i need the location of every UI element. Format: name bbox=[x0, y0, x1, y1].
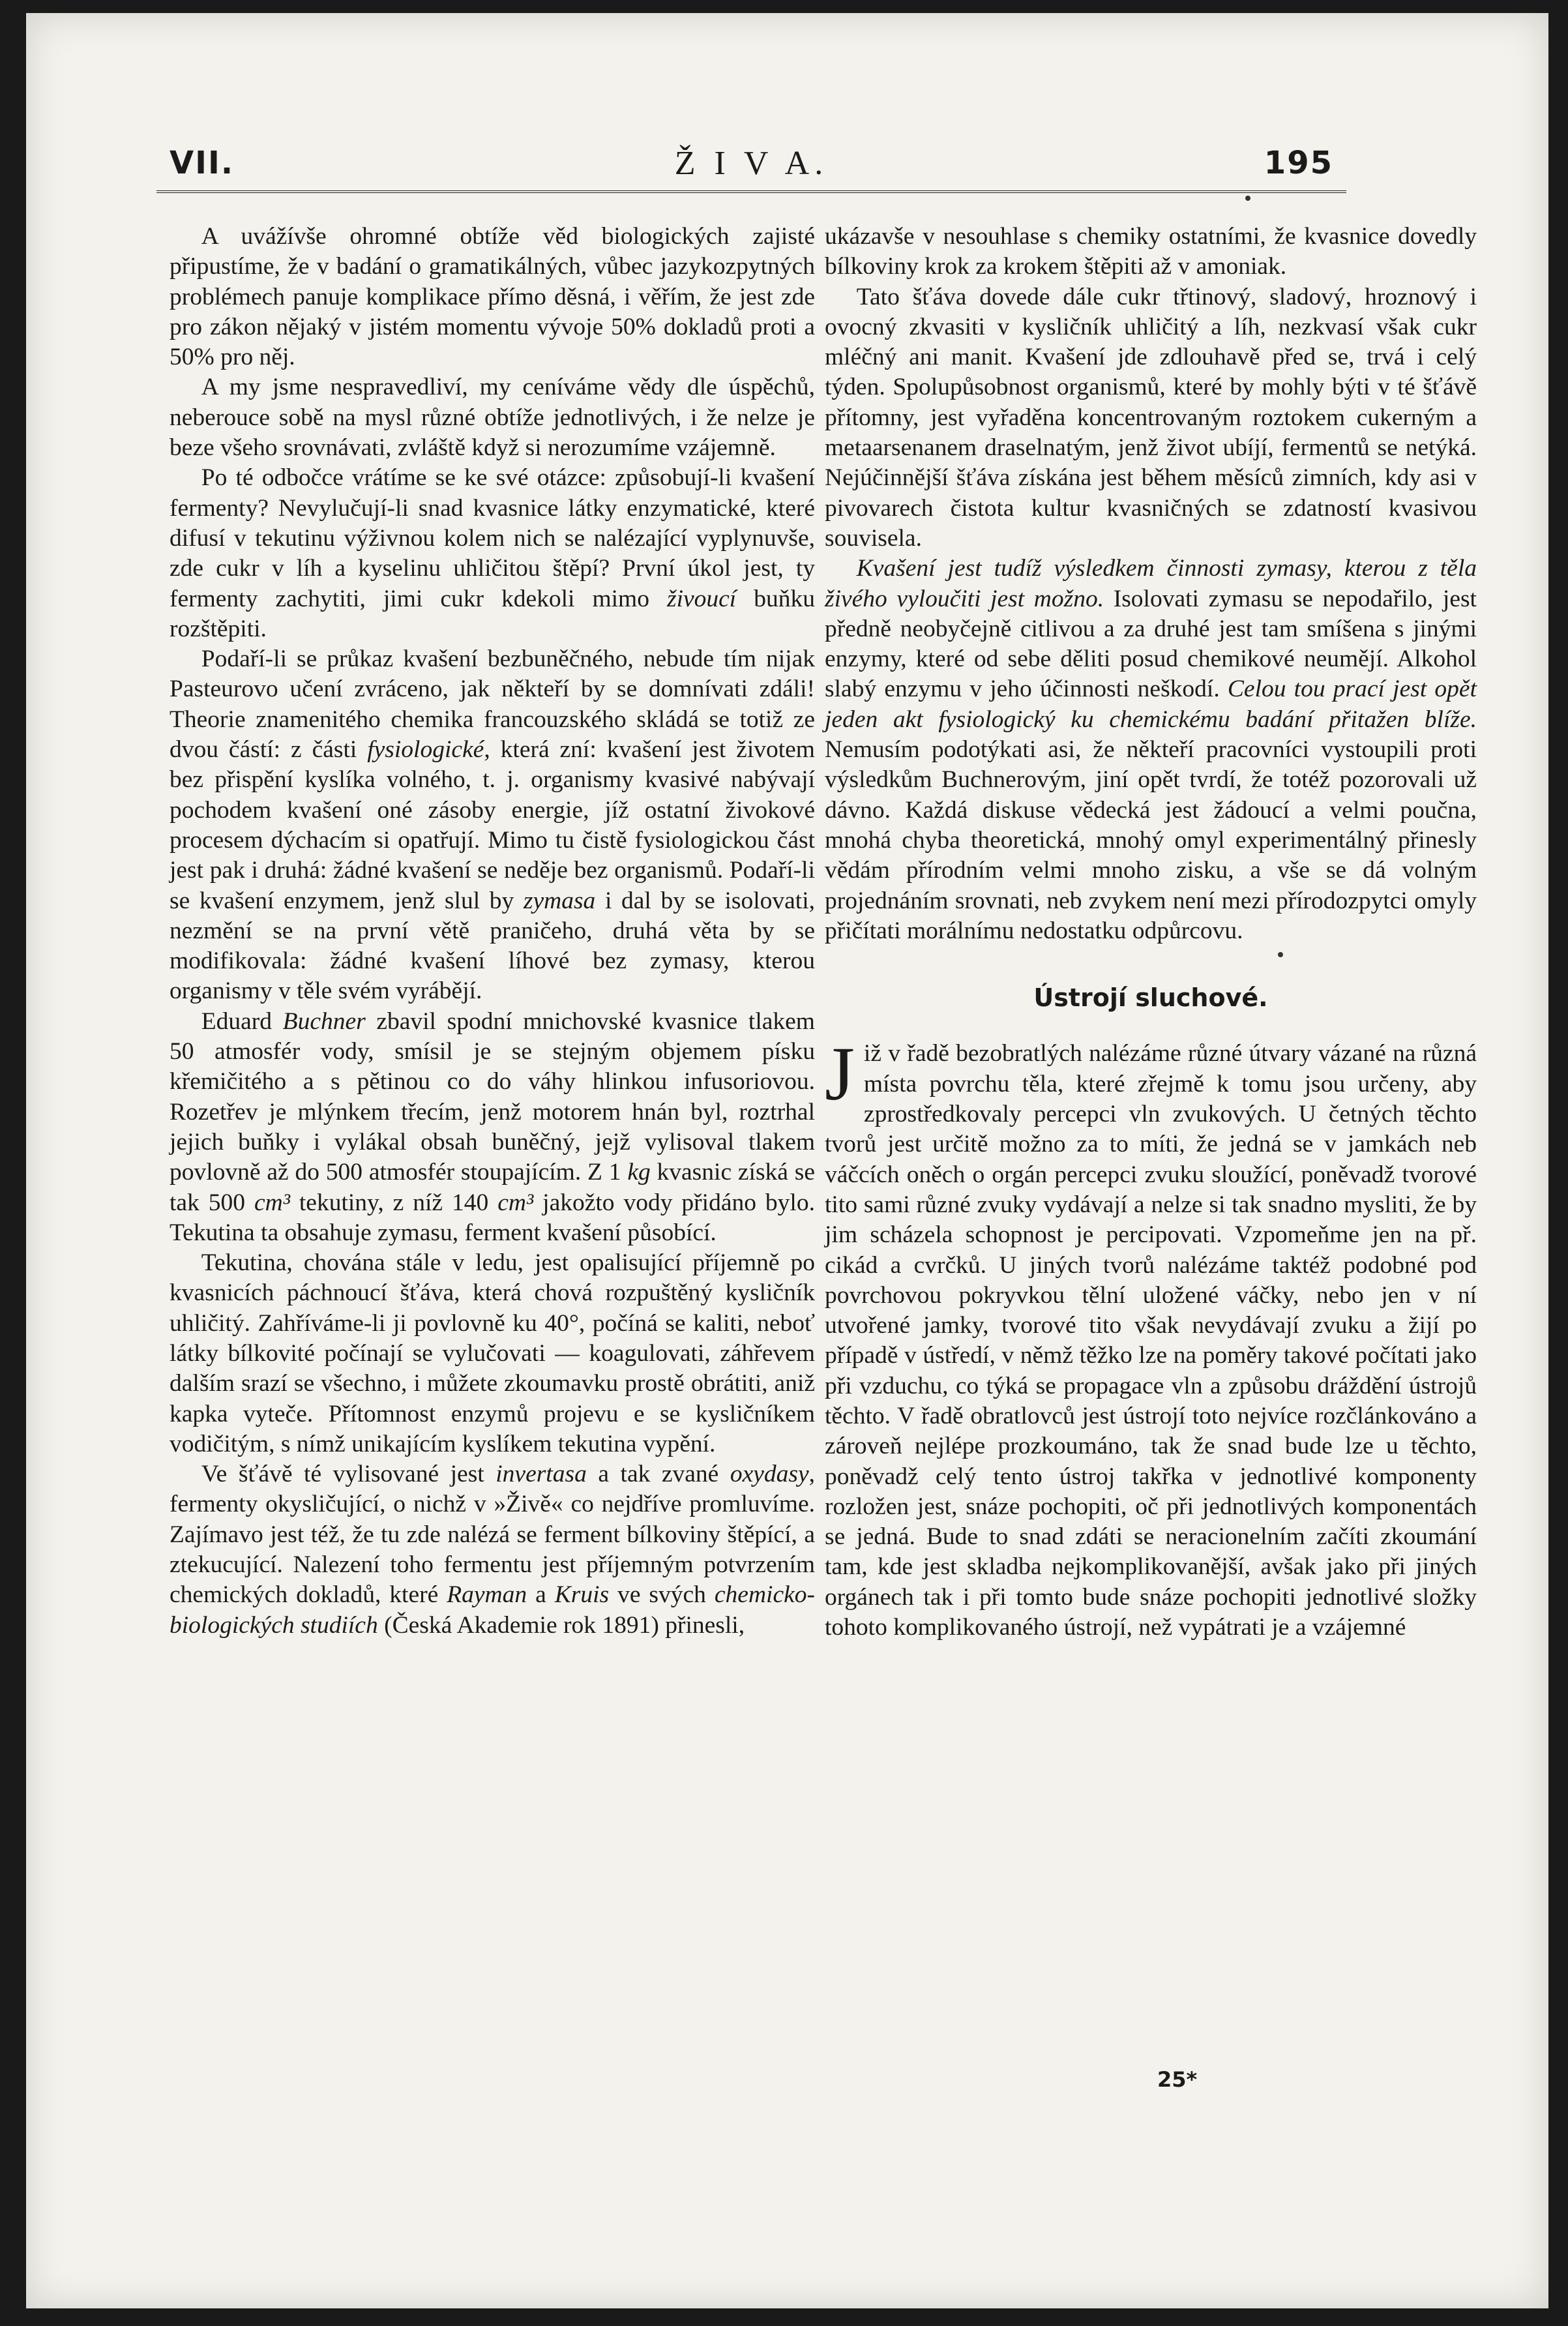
signature-mark: 25* bbox=[1157, 2067, 1198, 2092]
paragraph: ukázavše v nesouhlase s chemiky ostatními, že kvasnice dovedly bílkoviny krok za krokem štěpiti až v amoniak. bbox=[825, 223, 1477, 280]
emphasis: živoucí bbox=[667, 585, 737, 612]
paragraph: Po té odbočce vrátíme se ke své otázce: způsobují-li kvašení fermenty? Nevylučují-li snad kvasnice látky enzymatické, které difusí v tekutinu výživnou kolem nich se nalézající vyplynuvše, zde cukr v líh a kyselinu uhličitou štěpí? První úkol jest, ty fermenty zachytiti, jimi cukr kdekoli mimo živoucí buňku rozštěpiti. bbox=[170, 464, 816, 642]
emphasis: Buchner bbox=[282, 1007, 366, 1035]
emphasis: Kruis bbox=[554, 1581, 610, 1609]
emphasis: Kvašení jest tudíž výsledkem činnosti zymasy, kterou z těla živého vyloučiti jest možno. bbox=[825, 555, 1477, 612]
emphasis: invertasa bbox=[496, 1461, 587, 1488]
running-header bbox=[170, 137, 1333, 189]
paragraph: A uvážívše ohromné obtíže věd biologických zajisté připustíme, že v badání o gramatikálných, vůbec jazykozpytných problémech panuje komplikace přímo děsná, i věřím, že jest zde pro zákon nějaký v jistém momentu vývoje 50% dokladů proti a 50% pro něj. bbox=[170, 223, 815, 371]
paragraph: Kvašení jest tudíž výsledkem činnosti zymasy, kterou z těla živého vyloučiti jest možno. Isolovati zymasu se nepodařilo, jest předně neobyčejně citlivou a za druhé jest tam smíšena s jinými enzymy, které od sebe děliti posud chemikové neumějí. Alkohol slabý enzymu v jeho účinnosti neškodí. Celou tou prací jest opět jeden akt fysiologický ku chemickému badání přitažen blíže. Nemusím podotýkati asi, že někteří pracovníci vystoupili proti výsledkům Buchnerovým, jiní opět tvrdí, že totéž pozorovali už dávno. Každá diskuse vědecká jest žádoucí a velmi poučna, mnohá chyba theoretická, mnohý omyl experimentálný přinesly vědám přírodním velmi mnoho zisku, a vše se dá volným projednáním srovnati, neb zvykem není mezi přírodozpytci omyly přičítati morálnímu nedostatku odpůrcovu. bbox=[825, 555, 1477, 944]
emphasis: fysiologické bbox=[367, 736, 484, 764]
paragraph: Tato šťáva dovede dále cukr třtinový, sladový, hroznový i ovocný zkvasiti v kysličník uhličitý a líh, nezkvasí však cukr mléčný ani manit. Kvašení jde zdlouhavě před se, trvá i celý týden. Spolupůsobnost organismů, které by mohly býti v té šťávě přítomny, jest vyřaděna koncentrovaným roztokem cukerným a metaarsenanem draselnatým, jenž život ubíjí, fermentů se netýká. Nejúčinnější šťáva získána jest během měsíců zimních, kdy asi v pivovarech čistota kultur kvasničných se zdatností kvasivou souvisela. bbox=[825, 283, 1477, 552]
paragraph: A my jsme nespravedliví, my ceníváme vědy dle úspěchů, neberouce sobě na mysl různé obtíže jednotlivých, i že nelze je beze všeho srovnávati, zvláště když si nerozumíme vzájemně. bbox=[170, 374, 815, 462]
page-scan bbox=[26, 13, 1548, 2308]
emphasis: cm³ bbox=[497, 1189, 534, 1216]
emphasis: Rayman bbox=[447, 1581, 527, 1609]
paragraph: Eduard Buchner zbavil spodní mnichovské kvasnice tlakem 50 atmosfér vody, smísil je se stejným objemem písku křemičitého a s pětinou co do váhy hlinkou infusoriovou. Rozetřev je mlýnkem třecím, jenž motorem hnán byl, roztrhal jejich buňky i vylákal obsah buněčný, jejž vylisoval tlakem povlovně až do 500 atmosfér stoupajícím. Z 1 kg kvasnic získá se tak 500 cm³ tekutiny, z níž 140 cm³ jakožto vody přidáno bylo. Tekutina ta obsahuje zymasu, ferment kvašení působící. bbox=[170, 1007, 815, 1246]
print-speck bbox=[1278, 952, 1283, 957]
emphasis: zymasa bbox=[523, 887, 596, 914]
paragraph: Ve šťávě té vylisované jest invertasa a tak zvané oxydasy, fermenty okysličující, o nichž v »Živě« co nejdříve promluvíme. Zajímavo jest též, že tu zde nalézá se ferment bílkoviny štěpící, a ztekucující. Nalezení toho fermentu jest příjemným potvrzením chemických dokladů, které Rayman a Kruis ve svých chemicko-biologických studiích (Česká Akademie rok 1891) přinesli, bbox=[170, 1461, 815, 1639]
drop-cap: J bbox=[825, 1031, 855, 1117]
print-speck bbox=[1245, 196, 1250, 201]
volume-number: VII. bbox=[170, 145, 235, 181]
emphasis: kg bbox=[627, 1159, 651, 1186]
header-rule bbox=[156, 190, 1346, 197]
left-column bbox=[170, 222, 815, 1641]
journal-title: Ž I V A. bbox=[674, 144, 829, 182]
page-number: 195 bbox=[1264, 145, 1333, 181]
emphasis: cm³ bbox=[254, 1189, 290, 1216]
section-heading: Ústrojí sluchové. bbox=[1033, 983, 1268, 1013]
paragraph: Tekutina, chována stále v ledu, jest opalisující příjemně po kvasnicích páchnoucí šťáva, která chová rozpuštěný kysličník uhličitý. Zahříváme-li ji povlovně ku 40°, počíná se kaliti, neboť látky bílkovité počínají se vylučovati — koagulovati, záhřevem dalším srazí se všechno, i můžete zkoumavku prostě obrátiti, aniž kapka vyteče. Přítomnost enzymů projevu e se kysličníkem vodičitým, s nímž unikajícím kyslíkem tekutina vypění. bbox=[170, 1249, 815, 1457]
emphasis: oxydasy bbox=[730, 1461, 809, 1488]
emphasis: chemicko-biologických studiích bbox=[170, 1581, 815, 1639]
emphasis: Celou tou prací jest opět jeden akt fysiologický ku chemickému badání přitažen blíže. bbox=[825, 676, 1477, 733]
paragraph: Již v řadě bezobratlých nalézáme různé útvary vázané na různá místa povrchu těla, které zřejmě k tomu jsou určeny, aby zprostředkovaly percepci vln zvukových. U četných těchto tvorů jest určitě možno za to míti, že jedná se v jamkách neb váčcích oněch o orgán percepci zvuku sloužící, poněvadž tvorové tito sami různé zvuky vydávají a nelze si tak snadno mysliti, že by jim scházela schopnost je percipovati. Vzpomeňme jen na př. cikád a cvrčků. U jiných tvorů nalézáme taktéž podobné pod povrchovou pokryvkou tělní uložené váčky, nebo jen v ní utvořené jamky, tvorové tito však nevydávají zvuku a žijí po případě v ústředí, v němž těžko lze na poměry takové počítati jako při vzduchu, co týká se propagace vln a způsobu dráždění ústrojů těchto. V řadě obratlovců jest ústrojí toto nejvíce rozčlánkováno a zároveň nejlépe prozkoumáno, tak že snad bude lze u těchto, poněvadž celý tento ústroj takřka v jednotlivé komponenty rozložen jest, snáze pochopiti, oč při jednotlivých komponentách se jedná. Bude to snad zdáti se neracionelním začíti zkoumání tam, kde jest skladba nejkomplikovanější, avšak jako při jiných orgánech tak i při tomto bude snáze pochopiti jednotlivé složky tohoto komplikovaného ústrojí, než vypátrati je a vzájemné bbox=[825, 1031, 1477, 1641]
right-column bbox=[825, 222, 1477, 1643]
paragraph: Podaří-li se průkaz kvašení bezbuněčného, nebude tím nijak Pasteurovo učení zvráceno, jak někteří by se domnívati zdáli! Theorie znamenitého chemika francouzského skládá se totiž ze dvou částí: z části fysiologické, která zní: kvašení jest životem bez přispění kyslíka volného, t. j. organismy kvasivé nabývají pochodem kvašení oné zásoby energie, jíž ostatní živokové procesem dýchacím si opatřují. Mimo tu čistě fysiologickou část jest pak i druhá: žádné kvašení se neděje bez organismů. Podaří-li se kvašení enzymem, jenž slul by zymasa i dal by se isolovati, nezmění se na první větě praničeho, druhá věta by se modifikovala: žádné kvašení líhové bez zymasy, kterou organismy v těle svém vyrábějí. bbox=[170, 646, 815, 1005]
